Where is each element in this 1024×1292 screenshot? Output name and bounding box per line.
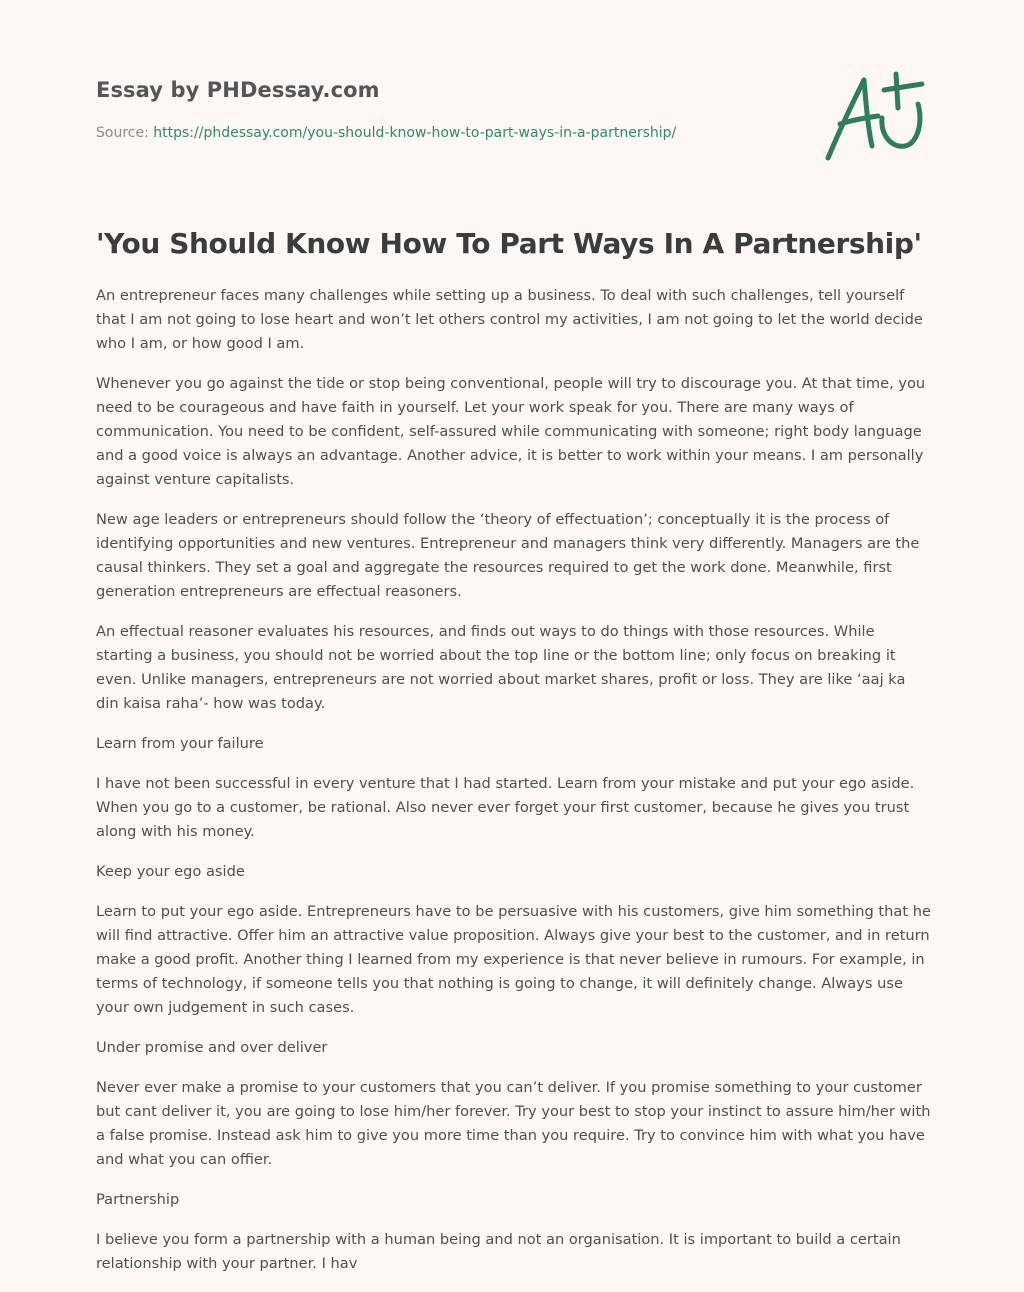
source-link[interactable]: https://phdessay.com/you-should-know-how-to-part-ways-in-a-partnership/ <box>153 125 677 141</box>
paragraph: An entrepreneur faces many challenges while setting up a business. To deal with such challenges, tell yourself that I am not going to lose heart and won’t let others control my activities, I am not going to let the world decide who I am, or how good I am. <box>96 287 923 352</box>
section-heading: Under promise and over deliver <box>96 1039 328 1056</box>
source-label: Source: <box>96 125 154 141</box>
source-line <box>96 123 796 143</box>
paragraph: Learn to put your ego aside. Entrepreneurs have to be persuasive with his customers, give him something that he will find attractive. Offer him an attractive value proposition. Always give your best to the customer, and in return make a good profit. Another thing I learned from my experience is that never believe in rumours. For example, in terms of technology, if someone tells you that nothing is going to change, it will definitely change. Always use your own judgement in such cases. <box>96 903 931 1016</box>
essay-title: 'You Should Know How To Part Ways In A Partnership' <box>96 227 922 260</box>
section-heading: Learn from your failure <box>96 735 264 752</box>
section-heading: Partnership <box>96 1191 180 1208</box>
paragraph: Whenever you go against the tide or stop being conventional, people will try to discourage you. At that time, you need to be courageous and have faith in yourself. Let your work speak for you. There are many ways of communication. You need to be confident, self-assured while communicating with someone; right body language and a good voice is always an advantage. Another advice, it is better to work within your means. I am personally against venture capitalists. <box>96 375 926 488</box>
page-header <box>96 76 796 143</box>
section-heading: Keep your ego aside <box>96 863 245 880</box>
site-brand: Essay by PHDessay.com <box>96 78 380 102</box>
paragraph: New age leaders or entrepreneurs should follow the ‘theory of effectuation’; conceptually it is the process of identifying opportunities and new ventures. Entrepreneur and managers think very differently. Managers are the causal thinkers. They set a goal and aggregate the resources required to get the work done. Meanwhile, first generation entrepreneurs are effectual reasoners. <box>96 511 920 600</box>
essay-body <box>96 284 932 1292</box>
paragraph: I believe you form a partnership with a human being and not an organisation. It is important to build a certain relationship with your partner. I hav <box>96 1231 901 1272</box>
paragraph: I have not been successful in every venture that I had started. Learn from your mistake and put your ego aside. When you go to a customer, be rational. Also never ever forget your first customer, because he gives you trust along with his money. <box>96 775 915 840</box>
a-plus-logo-icon <box>818 66 930 166</box>
paragraph: An effectual reasoner evaluates his resources, and finds out ways to do things with those resources. While starting a business, you should not be worried about the top line or the bottom line; only focus on breaking it even. Unlike managers, entrepreneurs are not worried about market shares, profit or loss. They are like ‘aaj ka din kaisa raha’- how was today. <box>96 623 906 712</box>
paragraph: Never ever make a promise to your customers that you can’t deliver. If you promise something to your customer but cant deliver it, you are going to lose him/her forever. Try your best to stop your instinct to assure him/her with a false promise. Instead ask him to give you more time than you require. Try to convince him with what you have and what you can offier. <box>96 1079 931 1168</box>
